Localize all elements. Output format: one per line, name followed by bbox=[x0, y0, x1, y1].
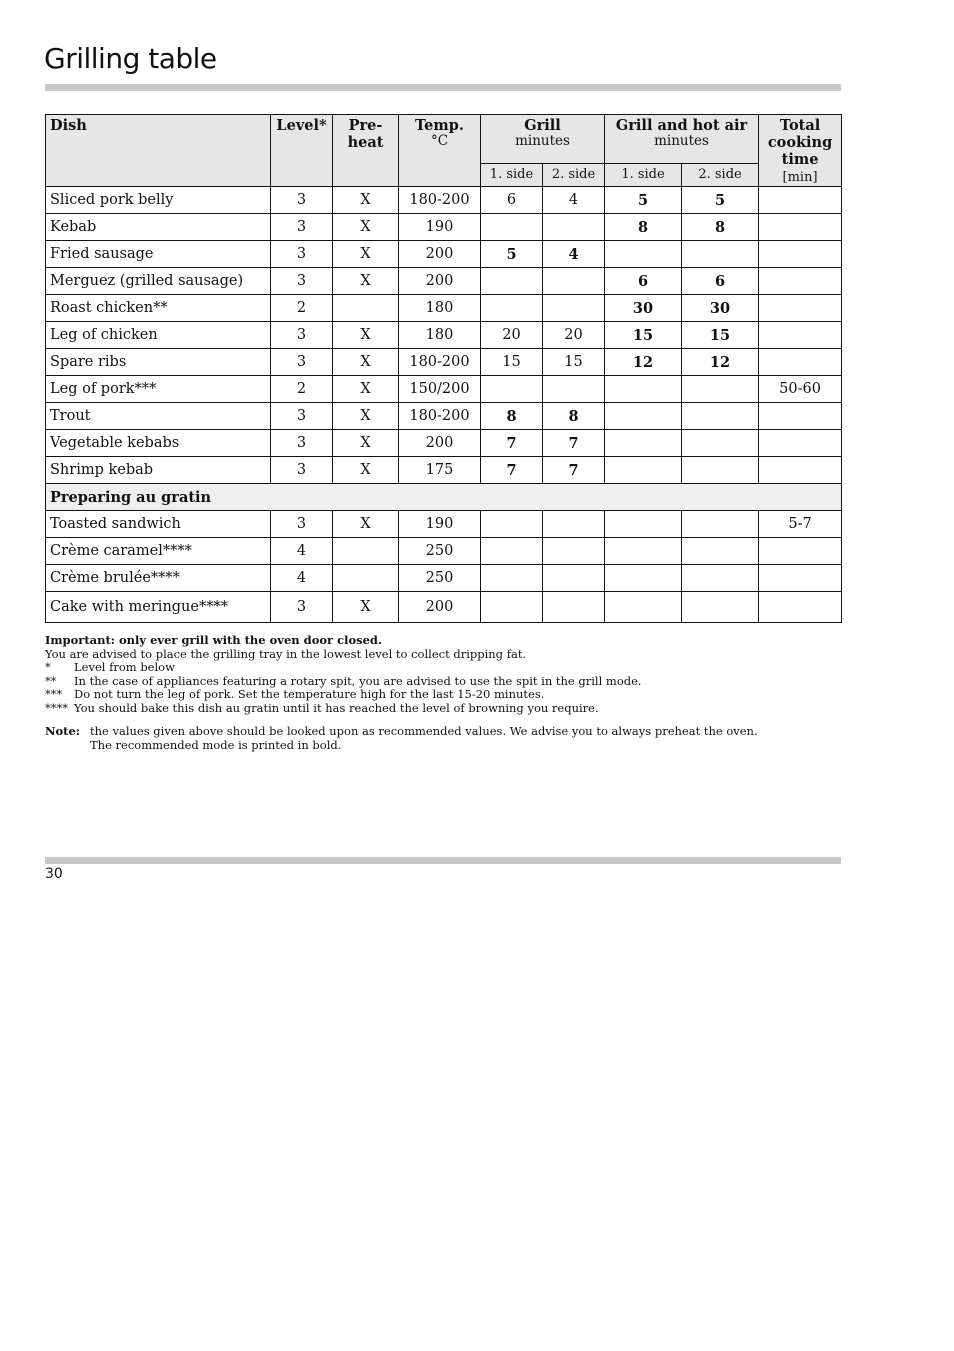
cell-dish: Crème brulée**** bbox=[46, 565, 271, 592]
cell-hot-air-side1: 5 bbox=[605, 187, 682, 214]
header-temp bbox=[399, 115, 481, 187]
cell-temp: 180 bbox=[399, 295, 481, 322]
footnote-mark: *** bbox=[45, 687, 63, 701]
cell-hot-air-side1: 8 bbox=[605, 214, 682, 241]
cell-total bbox=[759, 187, 842, 214]
cell-temp: 250 bbox=[399, 538, 481, 565]
cell-level: 3 bbox=[271, 430, 333, 457]
cell-hot-air-side1: 30 bbox=[605, 295, 682, 322]
cell-grill-side1 bbox=[481, 214, 543, 241]
table-row bbox=[46, 268, 842, 295]
cell-grill-side2: 20 bbox=[543, 322, 605, 349]
cell-grill-side2 bbox=[543, 214, 605, 241]
table-row bbox=[46, 457, 842, 484]
cell-grill-side2 bbox=[543, 511, 605, 538]
table-row bbox=[46, 322, 842, 349]
footnote bbox=[45, 702, 835, 716]
table-row bbox=[46, 295, 842, 322]
table-row bbox=[46, 511, 842, 538]
cell-total bbox=[759, 349, 842, 376]
table-row bbox=[46, 430, 842, 457]
header-preheat bbox=[333, 115, 399, 187]
cell-temp: 180 bbox=[399, 322, 481, 349]
cell-level: 3 bbox=[271, 241, 333, 268]
header-grill-label: Grill bbox=[524, 117, 561, 134]
cell-dish: Leg of pork*** bbox=[46, 376, 271, 403]
cell-preheat: X bbox=[333, 241, 399, 268]
cell-hot-air-side2 bbox=[682, 511, 759, 538]
cell-grill-side2 bbox=[543, 592, 605, 623]
cell-grill-side2: 4 bbox=[543, 241, 605, 268]
cell-temp: 190 bbox=[399, 214, 481, 241]
cell-total bbox=[759, 268, 842, 295]
cell-dish: Roast chicken** bbox=[46, 295, 271, 322]
header-grill bbox=[481, 115, 605, 164]
header-hot-air-side1: 1. side bbox=[605, 163, 682, 186]
cell-total bbox=[759, 565, 842, 592]
cell-level: 4 bbox=[271, 538, 333, 565]
note-body bbox=[90, 725, 758, 752]
cell-dish: Vegetable kebabs bbox=[46, 430, 271, 457]
cell-grill-side1: 6 bbox=[481, 187, 543, 214]
cell-level: 3 bbox=[271, 268, 333, 295]
header-temp-unit: °C bbox=[430, 133, 449, 149]
footnote-text: Do not turn the leg of pork. Set the temperature high for the last 15-20 minutes. bbox=[74, 687, 545, 701]
cell-preheat: X bbox=[333, 187, 399, 214]
cell-grill-side1 bbox=[481, 268, 543, 295]
cell-temp: 150/200 bbox=[399, 376, 481, 403]
cell-hot-air-side2 bbox=[682, 403, 759, 430]
cell-preheat: X bbox=[333, 457, 399, 484]
cell-preheat: X bbox=[333, 322, 399, 349]
cell-total bbox=[759, 295, 842, 322]
cell-grill-side1: 8 bbox=[481, 403, 543, 430]
cell-total: 5-7 bbox=[759, 511, 842, 538]
cell-preheat bbox=[333, 565, 399, 592]
cell-temp: 180-200 bbox=[399, 403, 481, 430]
cell-hot-air-side2 bbox=[682, 376, 759, 403]
cell-level: 3 bbox=[271, 592, 333, 623]
header-preheat-line1: Pre- bbox=[348, 117, 383, 134]
cell-level: 2 bbox=[271, 295, 333, 322]
cell-grill-side2 bbox=[543, 295, 605, 322]
footnote-mark: * bbox=[45, 660, 51, 674]
cell-hot-air-side2: 30 bbox=[682, 295, 759, 322]
cell-grill-side2: 15 bbox=[543, 349, 605, 376]
cell-level: 3 bbox=[271, 322, 333, 349]
advice-note: You are advised to place the grilling tray in the lowest level to collect dripping fat. bbox=[45, 646, 527, 661]
note-line-2: The recommended mode is printed in bold. bbox=[90, 737, 342, 752]
cell-grill-side2: 4 bbox=[543, 187, 605, 214]
header-grill-hot-air bbox=[605, 115, 759, 164]
cell-dish: Spare ribs bbox=[46, 349, 271, 376]
footnote-text: Level from below bbox=[74, 660, 175, 674]
page-title: Grilling table bbox=[44, 42, 217, 75]
footnote bbox=[45, 675, 835, 689]
cell-grill-side1: 20 bbox=[481, 322, 543, 349]
cell-hot-air-side2 bbox=[682, 538, 759, 565]
cell-grill-side1: 15 bbox=[481, 349, 543, 376]
cell-dish: Sliced pork belly bbox=[46, 187, 271, 214]
cell-grill-side1 bbox=[481, 376, 543, 403]
cell-preheat: X bbox=[333, 349, 399, 376]
cell-hot-air-side2: 6 bbox=[682, 268, 759, 295]
cell-hot-air-side2 bbox=[682, 592, 759, 623]
cell-grill-side2: 8 bbox=[543, 403, 605, 430]
footnote bbox=[45, 661, 835, 675]
cell-hot-air-side1 bbox=[605, 376, 682, 403]
footnote-mark: **** bbox=[45, 700, 68, 715]
cell-hot-air-side1 bbox=[605, 403, 682, 430]
cell-level: 3 bbox=[271, 403, 333, 430]
cell-grill-side2 bbox=[543, 268, 605, 295]
cell-hot-air-side2: 12 bbox=[682, 349, 759, 376]
cell-preheat: X bbox=[333, 214, 399, 241]
header-total-line2: cooking bbox=[767, 134, 833, 151]
table-header bbox=[46, 115, 842, 187]
cell-level: 3 bbox=[271, 511, 333, 538]
footnote-mark: ** bbox=[45, 673, 57, 688]
table-body bbox=[46, 187, 842, 623]
table-row bbox=[46, 187, 842, 214]
cell-temp: 175 bbox=[399, 457, 481, 484]
cell-hot-air-side2 bbox=[682, 241, 759, 268]
cell-hot-air-side1 bbox=[605, 592, 682, 623]
cell-preheat bbox=[333, 538, 399, 565]
cell-grill-side2: 7 bbox=[543, 430, 605, 457]
footnote-text: You should bake this dish au gratin until it has reached the level of browning you require. bbox=[74, 700, 599, 715]
cell-hot-air-side1 bbox=[605, 565, 682, 592]
cell-total bbox=[759, 457, 842, 484]
cell-preheat bbox=[333, 295, 399, 322]
cell-hot-air-side1: 6 bbox=[605, 268, 682, 295]
cell-hot-air-side1 bbox=[605, 457, 682, 484]
cell-level: 2 bbox=[271, 376, 333, 403]
cell-hot-air-side1 bbox=[605, 430, 682, 457]
header-total-time bbox=[759, 115, 842, 187]
table-row bbox=[46, 214, 842, 241]
cell-hot-air-side2 bbox=[682, 430, 759, 457]
header-grill-sub: minutes bbox=[515, 133, 570, 149]
cell-dish: Shrimp kebab bbox=[46, 457, 271, 484]
note-line-1: the values given above should be looked upon as recommended values. We advise you to always preheat the oven. bbox=[90, 724, 758, 738]
table-row bbox=[46, 403, 842, 430]
header-preheat-line2: heat bbox=[347, 134, 384, 151]
cell-total bbox=[759, 538, 842, 565]
cell-hot-air-side1 bbox=[605, 511, 682, 538]
cell-level: 3 bbox=[271, 214, 333, 241]
cell-hot-air-side2 bbox=[682, 565, 759, 592]
cell-total bbox=[759, 403, 842, 430]
header-hot-air-side2: 2. side bbox=[682, 163, 759, 186]
cell-preheat: X bbox=[333, 376, 399, 403]
cell-level: 3 bbox=[271, 457, 333, 484]
cell-temp: 180-200 bbox=[399, 349, 481, 376]
cell-temp: 180-200 bbox=[399, 187, 481, 214]
cell-dish: Fried sausage bbox=[46, 241, 271, 268]
cell-hot-air-side2 bbox=[682, 457, 759, 484]
notes-section bbox=[45, 634, 835, 752]
cell-level: 3 bbox=[271, 349, 333, 376]
cell-preheat: X bbox=[333, 268, 399, 295]
note-label: Note: bbox=[45, 724, 81, 738]
cell-preheat: X bbox=[333, 511, 399, 538]
header-grill-side2: 2. side bbox=[543, 163, 605, 186]
cell-hot-air-side1 bbox=[605, 538, 682, 565]
cell-level: 3 bbox=[271, 187, 333, 214]
header-grill-hot-air-sub: minutes bbox=[654, 133, 709, 149]
cell-grill-side1 bbox=[481, 511, 543, 538]
table-row bbox=[46, 565, 842, 592]
table-row bbox=[46, 241, 842, 268]
recommendation-note bbox=[45, 725, 835, 752]
header-temp-label: Temp. bbox=[415, 117, 464, 134]
cell-preheat: X bbox=[333, 403, 399, 430]
cell-total bbox=[759, 241, 842, 268]
cell-level: 4 bbox=[271, 565, 333, 592]
header-level: Level* bbox=[271, 115, 333, 187]
cell-preheat: X bbox=[333, 430, 399, 457]
cell-grill-side2 bbox=[543, 565, 605, 592]
cell-dish: Crème caramel**** bbox=[46, 538, 271, 565]
cell-grill-side2 bbox=[543, 376, 605, 403]
cell-dish: Cake with meringue**** bbox=[46, 592, 271, 623]
cell-grill-side2 bbox=[543, 538, 605, 565]
cell-dish: Leg of chicken bbox=[46, 322, 271, 349]
cell-dish: Merguez (grilled sausage) bbox=[46, 268, 271, 295]
cell-grill-side1 bbox=[481, 592, 543, 623]
table-row bbox=[46, 349, 842, 376]
cell-dish: Toasted sandwich bbox=[46, 511, 271, 538]
cell-grill-side1 bbox=[481, 295, 543, 322]
cell-grill-side1 bbox=[481, 565, 543, 592]
table-row bbox=[46, 376, 842, 403]
cell-grill-side1 bbox=[481, 538, 543, 565]
cell-total bbox=[759, 592, 842, 623]
cell-total bbox=[759, 214, 842, 241]
cell-grill-side1: 5 bbox=[481, 241, 543, 268]
page-number: 30 bbox=[45, 866, 63, 882]
cell-dish: Trout bbox=[46, 403, 271, 430]
cell-temp: 200 bbox=[399, 268, 481, 295]
cell-total bbox=[759, 322, 842, 349]
header-rule bbox=[45, 84, 841, 91]
section-row bbox=[46, 484, 842, 511]
cell-hot-air-side2: 5 bbox=[682, 187, 759, 214]
footnote bbox=[45, 688, 835, 702]
cell-temp: 200 bbox=[399, 241, 481, 268]
section-title: Preparing au gratin bbox=[46, 484, 842, 511]
cell-temp: 250 bbox=[399, 565, 481, 592]
cell-grill-side1: 7 bbox=[481, 457, 543, 484]
table-row bbox=[46, 592, 842, 623]
cell-hot-air-side2: 8 bbox=[682, 214, 759, 241]
table-row bbox=[46, 538, 842, 565]
header-dish: Dish bbox=[46, 115, 271, 187]
grilling-table bbox=[45, 114, 842, 623]
cell-grill-side2: 7 bbox=[543, 457, 605, 484]
footnote-text: In the case of appliances featuring a rotary spit, you are advised to use the spit in the grill mode. bbox=[74, 673, 642, 688]
cell-hot-air-side2: 15 bbox=[682, 322, 759, 349]
header-grill-hot-air-label: Grill and hot air bbox=[615, 117, 748, 134]
cell-hot-air-side1 bbox=[605, 241, 682, 268]
important-note: Important: only ever grill with the oven door closed. bbox=[45, 633, 382, 647]
header-grill-side1: 1. side bbox=[481, 163, 543, 186]
cell-grill-side1: 7 bbox=[481, 430, 543, 457]
cell-total: 50-60 bbox=[759, 376, 842, 403]
footer-rule bbox=[45, 857, 841, 864]
cell-temp: 200 bbox=[399, 430, 481, 457]
cell-dish: Kebab bbox=[46, 214, 271, 241]
header-total-line3: time bbox=[781, 151, 819, 168]
header-total-line1: Total bbox=[779, 117, 821, 134]
cell-temp: 200 bbox=[399, 592, 481, 623]
header-total-unit: [min] bbox=[782, 170, 818, 185]
cell-preheat: X bbox=[333, 592, 399, 623]
cell-hot-air-side1: 12 bbox=[605, 349, 682, 376]
cell-hot-air-side1: 15 bbox=[605, 322, 682, 349]
cell-total bbox=[759, 430, 842, 457]
cell-temp: 190 bbox=[399, 511, 481, 538]
